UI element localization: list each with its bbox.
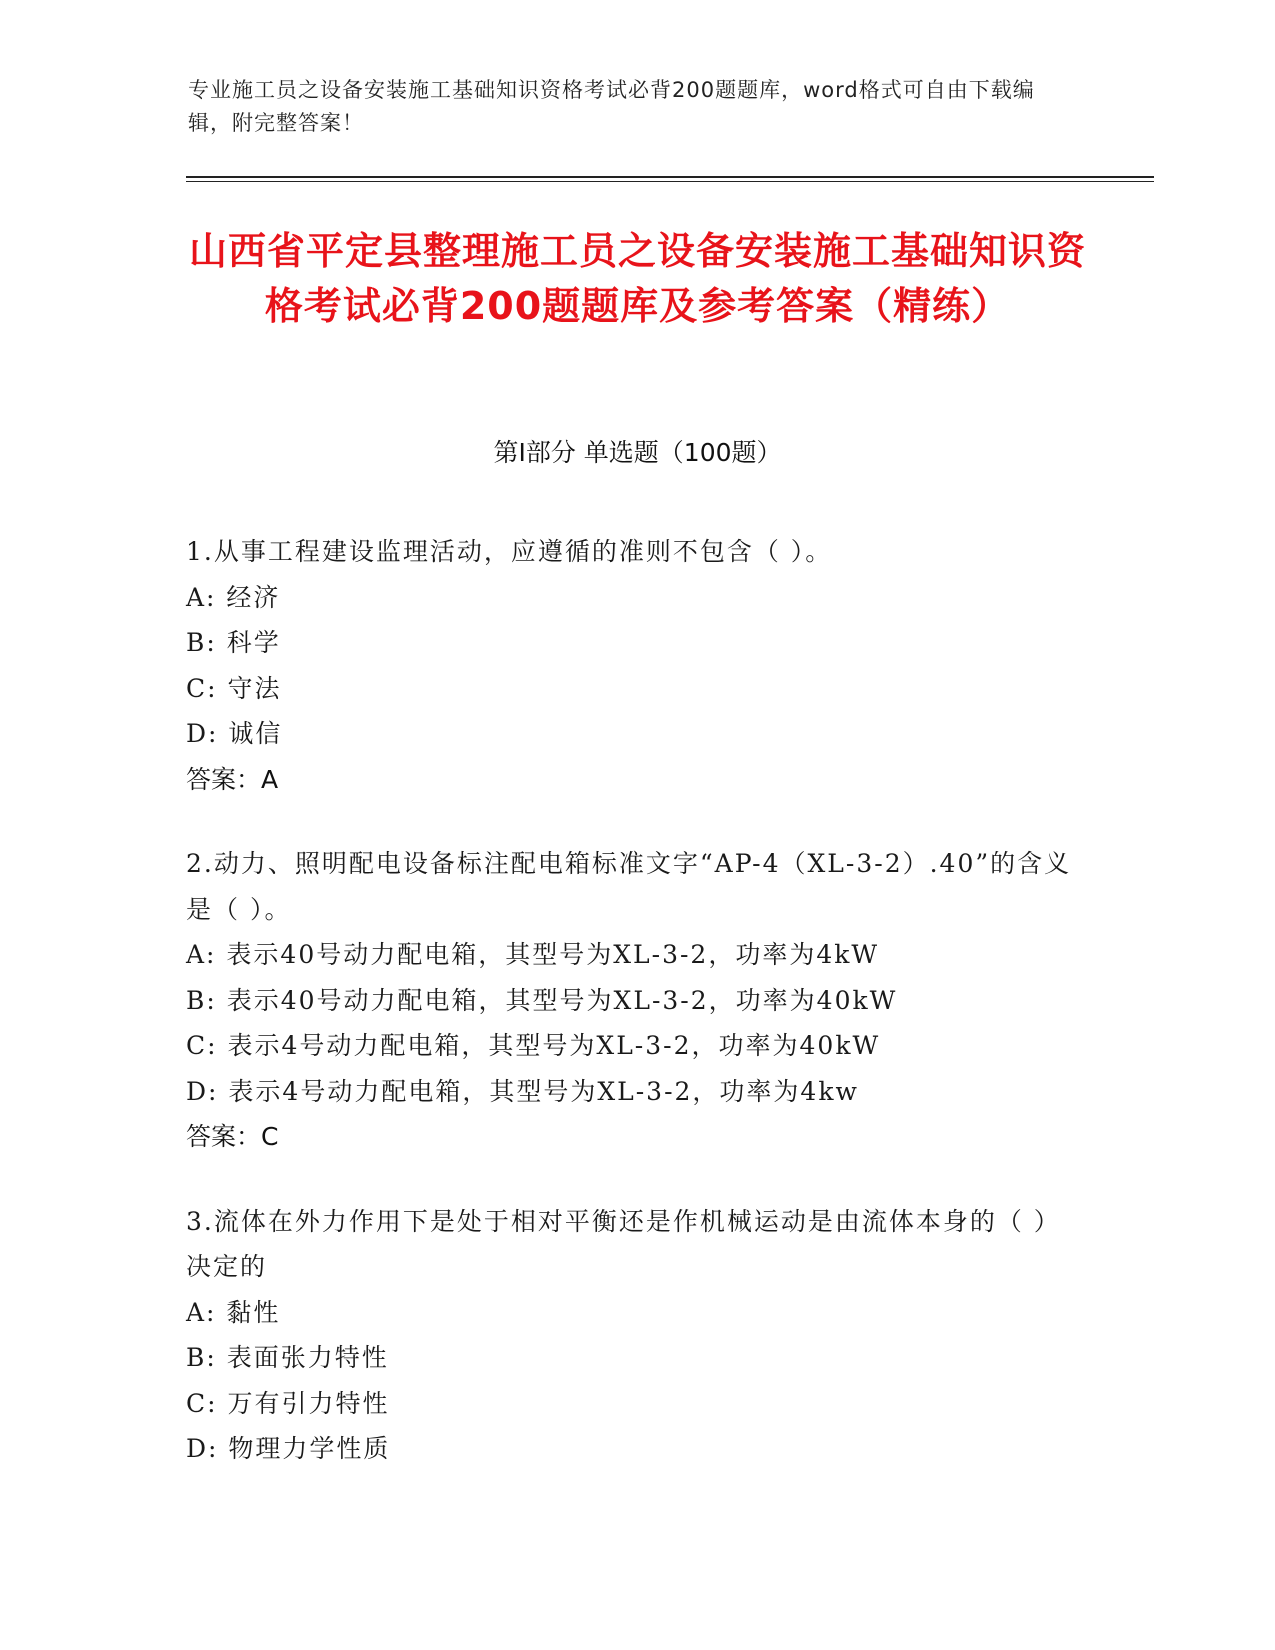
header-rule-thin xyxy=(186,181,1154,182)
option-a: A: 黏性 xyxy=(186,1297,281,1327)
question-1 xyxy=(186,529,1086,802)
option-d: D: 诚信 xyxy=(186,719,283,748)
option-d: D: 表示4号动力配电箱，其型号为XL-3-2，功率为4kw xyxy=(186,1076,859,1106)
header-note: 专业施工员之设备安装施工基础知识资格考试必背200题题库，word格式可自由下载编辑，附完整答案！ xyxy=(188,78,1035,135)
option-c: C: 守法 xyxy=(186,673,282,703)
question-list xyxy=(186,529,1086,1511)
answer-line: 答案：C xyxy=(186,1122,279,1151)
document-title: 山西省平定县整理施工员之设备安装施工基础知识资格考试必背200题题库及参考答案（精练） xyxy=(188,229,1086,328)
question-stem: 1.从事工程建设监理活动，应遵循的准则不包含（ ）。 xyxy=(186,537,833,566)
question-stem: 2.动力、照明配电设备标注配电箱标准文字“AP-4（XL-3-2）.40”的含义是（ ）。 xyxy=(186,849,1072,924)
option-b: B: 表面张力特性 xyxy=(186,1343,389,1372)
section-title: 第Ⅰ部分 单选题（100题） xyxy=(493,438,782,467)
header-rule-thick xyxy=(186,176,1154,178)
question-3 xyxy=(186,1199,1086,1472)
option-a: A: 经济 xyxy=(186,582,281,612)
option-a: A: 表示40号动力配电箱，其型号为XL-3-2，功率为4kW xyxy=(186,940,880,969)
answer-line: 答案：A xyxy=(186,764,279,794)
option-c: C: 万有引力特性 xyxy=(186,1388,390,1418)
option-d: D: 物理力学性质 xyxy=(186,1434,391,1463)
option-b: B: 表示40号动力配电箱，其型号为XL-3-2，功率为40kW xyxy=(186,985,898,1015)
question-stem: 3.流体在外力作用下是处于相对平衡还是作机械运动是由流体本身的（ ）决定的 xyxy=(186,1206,1061,1281)
question-2 xyxy=(186,841,1086,1160)
option-b: B: 科学 xyxy=(186,628,281,657)
option-c: C: 表示4号动力配电箱，其型号为XL-3-2，功率为40kW xyxy=(186,1031,881,1060)
